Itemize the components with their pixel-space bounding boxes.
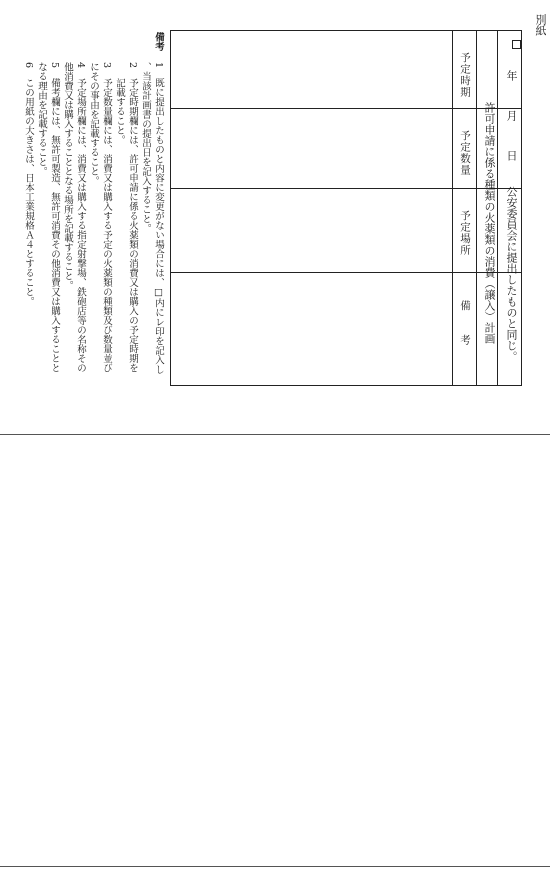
note-4-line-2: 他消費又は購入することとなる場所を記載すること。 [62,62,73,290]
note-3-number: 3 [101,62,112,69]
column-header-quantity: 予定数量 [459,130,471,176]
note-2-line-2: 記載すること。 [114,78,125,145]
form-title: 許可申請に係る種類の火薬類の消費（譲入）計画 [483,102,496,344]
page-label: 別紙 [534,14,547,36]
note-3-line-2: にその事由を記載すること。 [88,62,99,186]
column-divider-2 [170,188,522,189]
page-separator-bottom [0,866,550,867]
note-5-line-2: なる理由を記載すること。 [36,62,47,176]
note-1-number: 1 [153,62,164,69]
same-as-submitted-checkbox[interactable] [512,40,521,49]
remarks-heading: 備考 [153,32,164,51]
note-1-line-1: 既に提出したものと内容に変更がない場合には、□内にレ印を記入し [153,78,164,374]
year-label: 年 [505,70,518,81]
title-divider [476,30,477,386]
column-header-time: 予定時期 [459,52,471,98]
day-label: 日 [505,150,518,161]
note-6-number: 6 [23,62,34,69]
note-5-number: 5 [49,62,60,69]
note-2-line-1: 予定時期欄には、許可申請に係る火薬類の消費又は購入の予定時期を [127,78,138,373]
note-4-line-1: 予定場所欄には、消費又は購入する指定射撃場、鉄砲店等の名称その [75,78,86,373]
note-3-line-1: 予定数量欄には、消費又は購入する予定の火薬類の種類及び数量並び [101,78,112,373]
header-divider [452,30,453,386]
note-4-number: 4 [75,62,86,69]
note-1-line-2: 、当該計画書の提出日を記入すること。 [140,62,151,233]
page-separator-top [0,434,550,435]
month-label: 月 [505,110,518,121]
column-divider-1 [170,108,522,109]
statement-divider [497,30,498,386]
column-header-place: 予定場所 [459,210,471,256]
note-6-line-1: この用紙の大きさは、日本工業規格Ａ４とすること。 [23,78,34,306]
column-divider-3 [170,272,522,273]
note-2-number: 2 [127,62,138,69]
note-5-line-1: 備考欄には、無許可製造、無許可消費その他消費又は購入することと [49,78,60,373]
column-header-remarks: 備 考 [459,300,471,346]
statement-text: 公安委員会に提出したものと同じ。 [505,186,518,362]
